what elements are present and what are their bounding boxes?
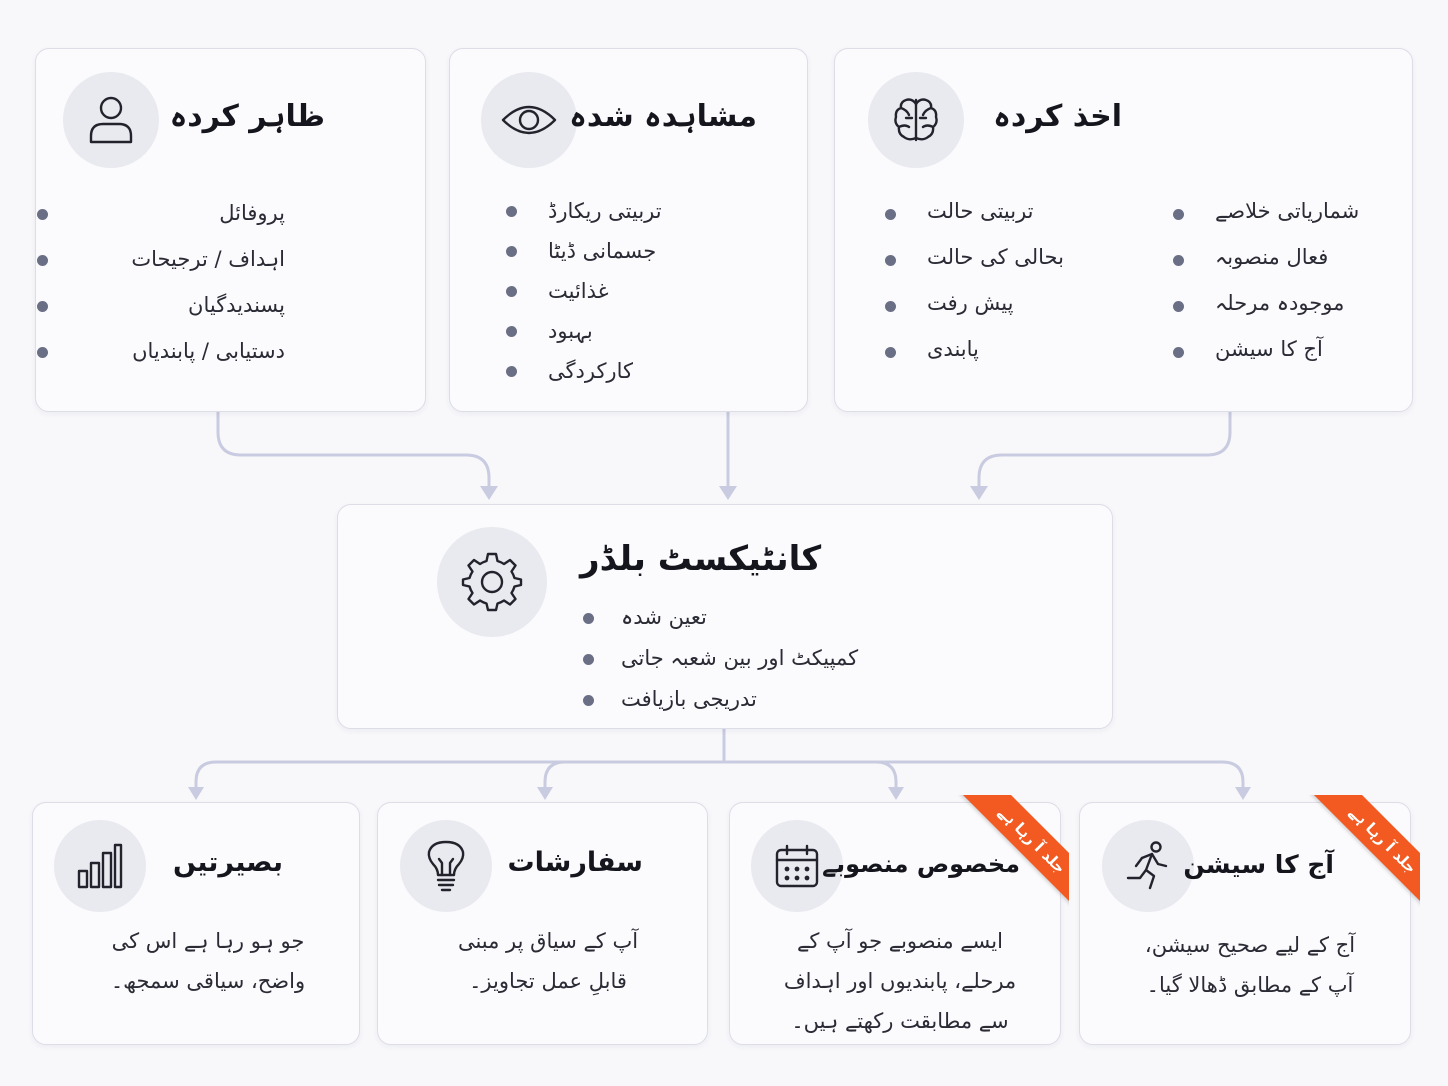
explicit-title: ظاہر کردہ [169, 99, 325, 134]
lightbulb-icon-badge [400, 820, 492, 912]
plans-description: ایسے منصوبے جو آپ کے مرحلے، پابندیوں اور اہداف سے مطابقت رکھتے ہیں۔ [783, 929, 1017, 1033]
eye-icon-badge [481, 72, 577, 168]
recommendations-description: آپ کے سیاق پر مبنی قابلِ عمل تجاویز۔ [457, 929, 639, 993]
derived-title: اخذ کردہ [993, 99, 1122, 134]
bullet [583, 654, 594, 665]
bullet [506, 366, 517, 377]
lightbulb-icon [424, 839, 468, 893]
connector-derived [979, 412, 1230, 494]
builder-list [621, 599, 881, 722]
recommendations-output-card [377, 802, 708, 1045]
list-item: تربیتی حالت [927, 193, 1087, 239]
bullet [506, 286, 517, 297]
bullet [37, 347, 48, 358]
bar-chart-icon-badge [54, 820, 146, 912]
explicit-source-card [35, 48, 426, 412]
derived-list-left [927, 193, 1087, 377]
list-item: دستیابی / پابندیاں [65, 333, 285, 379]
bullet [885, 347, 896, 358]
connector-explicit [218, 412, 489, 494]
list-item: اہداف / ترجیحات [65, 241, 285, 287]
brain-icon-badge [868, 72, 964, 168]
list-item: تدریجی بازیافت [621, 681, 881, 722]
list-item: تعین شدہ [621, 599, 881, 640]
list-item: جسمانی ڈیٹا [548, 233, 758, 273]
user-icon-badge [63, 72, 159, 168]
running-icon-badge [1102, 820, 1194, 912]
bullet [1173, 347, 1184, 358]
bullet [506, 326, 517, 337]
insights-description: جو ہو رہا ہے اس کی واضح، سیاقی سمجھ۔ [110, 929, 306, 993]
bullet [37, 255, 48, 266]
list-item: پسندیدگیان [65, 287, 285, 333]
list-item: پیش رفت [927, 285, 1087, 331]
context-builder-title: کانٹیکسٹ بلڈر [580, 539, 822, 579]
plans-coming-soon-ribbon [957, 795, 1069, 907]
recommendations-title: سفارشات [507, 847, 643, 878]
arrowhead-derived [970, 486, 988, 500]
bullet [1173, 255, 1184, 266]
list-item: فعال منصوبہ [1215, 239, 1375, 285]
observed-list [548, 193, 758, 393]
session-title: آج کا سیشن [1183, 850, 1334, 879]
arrowhead-explicit [480, 486, 498, 500]
calendar-icon [773, 842, 821, 890]
bullet [885, 301, 896, 312]
bullet [506, 246, 517, 257]
list-item: تربیتی ریکارڈ [548, 193, 758, 233]
plans-title: مخصوص منصوبے [822, 850, 1020, 878]
observed-title: مشاہدہ شدہ [569, 99, 757, 134]
brain-icon [890, 94, 942, 146]
bullet [37, 301, 48, 312]
list-item: موجودہ مرحلہ [1215, 285, 1375, 331]
explicit-list [65, 195, 285, 379]
arrowhead-insights [188, 787, 204, 800]
bullet [37, 209, 48, 220]
list-item: کمپیکٹ اور بین شعبہ جاتی [621, 640, 881, 681]
observed-source-card [449, 48, 808, 412]
insights-title: بصیرتیں [172, 847, 283, 878]
context-builder-card [337, 504, 1113, 729]
gear-icon [459, 549, 525, 615]
running-icon [1122, 840, 1174, 892]
bullet [885, 255, 896, 266]
bullet [583, 695, 594, 706]
list-item: پروفائل [65, 195, 285, 241]
insights-output-card [32, 802, 360, 1045]
list-item: شماریاتی خلاصے [1215, 193, 1375, 239]
coming-soon-badge: جلد آ رہا ہے [1311, 795, 1420, 907]
session-coming-soon-ribbon [1308, 795, 1420, 907]
arrowhead-plans [888, 787, 904, 800]
bullet [583, 613, 594, 624]
coming-soon-badge: جلد آ رہا ہے [960, 795, 1069, 907]
session-description: آج کے لیے صحیح سیشن، آپ کے مطابق ڈھالا گیا۔ [1144, 933, 1356, 997]
list-item: بحالی کی حالت [927, 239, 1087, 285]
arrowhead-recommendations [537, 787, 553, 800]
bullet [1173, 301, 1184, 312]
list-item: غذائیت [548, 273, 758, 313]
bullet [1173, 209, 1184, 220]
bullet [885, 209, 896, 220]
bar-chart-icon [75, 841, 125, 891]
arrowhead-observed [719, 486, 737, 500]
derived-source-card [834, 48, 1413, 412]
eye-icon [500, 100, 558, 140]
gear-icon-badge [437, 527, 547, 637]
bullet [506, 206, 517, 217]
list-item: بہبود [548, 313, 758, 353]
list-item: آج کا سیشن [1215, 331, 1375, 377]
arrowhead-session [1235, 787, 1251, 800]
user-icon [87, 94, 135, 146]
list-item: پابندی [927, 331, 1087, 377]
derived-list-right [1215, 193, 1375, 377]
list-item: کارکردگی [548, 353, 758, 393]
